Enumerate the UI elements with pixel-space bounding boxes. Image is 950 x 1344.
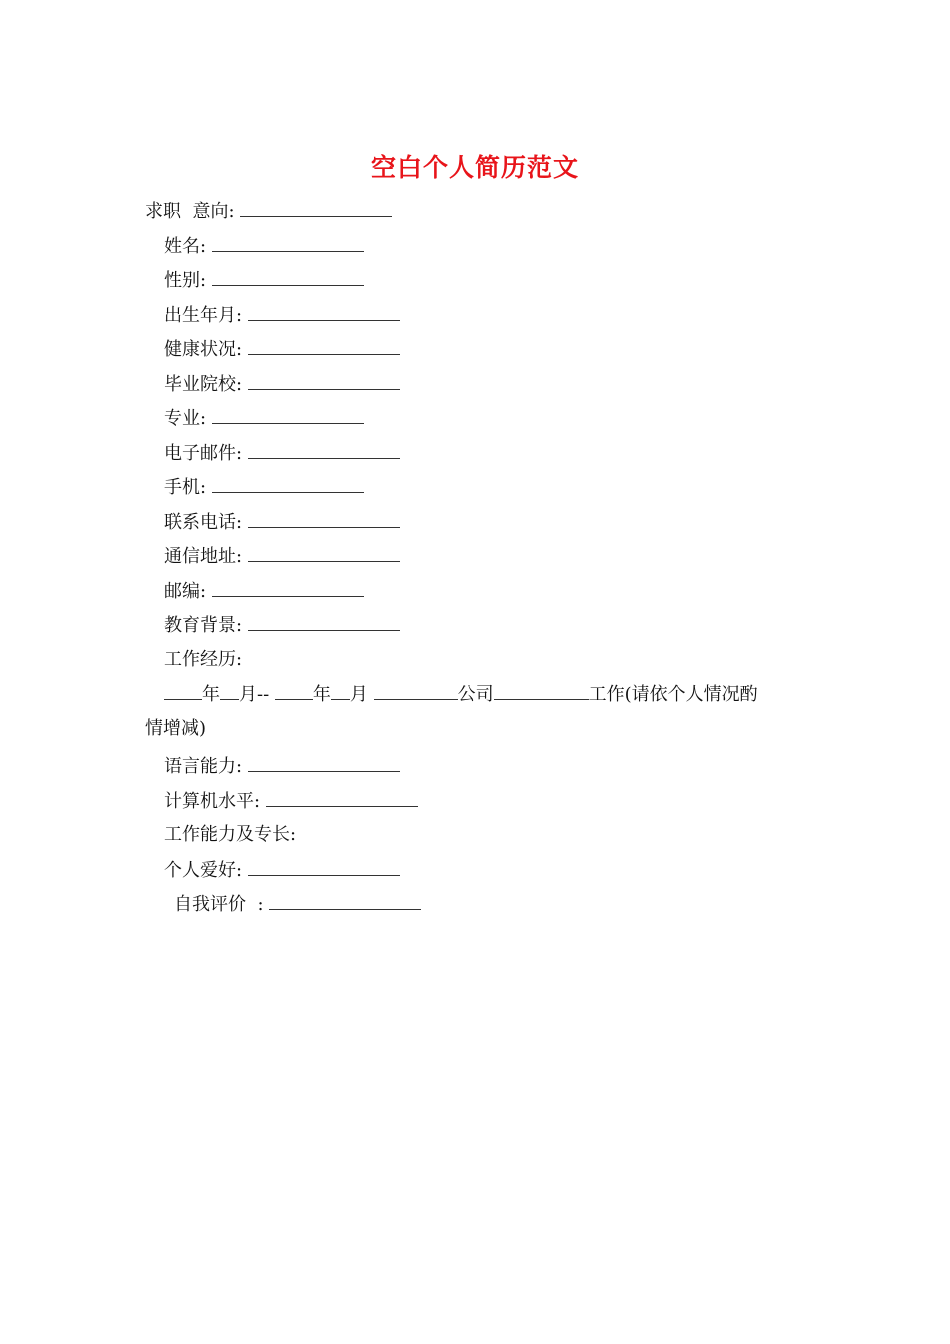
field-label: 邮编:: [164, 581, 212, 602]
fill-in-blank[interactable]: [266, 788, 418, 807]
fill-in-blank[interactable]: [240, 198, 392, 217]
field-label: 求职 意向:: [145, 201, 241, 222]
field-label: 手机:: [164, 477, 212, 498]
field-email: [164, 440, 400, 467]
field-label: 性别:: [164, 270, 212, 291]
fill-in-blank[interactable]: [248, 440, 400, 459]
field-address: [164, 543, 400, 570]
field-label: 毕业院校:: [164, 374, 248, 395]
fill-in-blank[interactable]: [212, 474, 364, 493]
end-month-blank[interactable]: [331, 681, 350, 700]
month-label: 月--: [239, 684, 275, 705]
field-school: [164, 371, 400, 398]
field-major: [164, 405, 364, 432]
field-job-intention: [145, 198, 392, 225]
end-year-blank[interactable]: [275, 681, 313, 700]
fill-in-blank[interactable]: [248, 371, 400, 390]
field-computer: [164, 788, 418, 815]
fill-in-blank[interactable]: [248, 753, 400, 772]
fill-in-blank[interactable]: [248, 543, 400, 562]
work-experience-line: [164, 681, 758, 708]
field-hobbies: [164, 857, 400, 884]
field-label: 通信地址:: [164, 546, 248, 567]
field-postcode: [164, 578, 364, 605]
field-label: 计算机水平:: [164, 791, 266, 812]
work-experience-note-continued: [145, 716, 206, 742]
job-note: 工作(请依个人情况酌: [588, 684, 758, 705]
month-label: 月: [349, 684, 374, 705]
field-label: 工作经历:: [164, 649, 243, 670]
company-blank[interactable]: [374, 681, 458, 700]
field-self-evaluation: [174, 891, 421, 918]
field-label: 教育背景:: [164, 615, 248, 636]
field-label: 姓名:: [164, 236, 212, 257]
field-language: [164, 753, 400, 780]
year-label: 年: [202, 684, 220, 705]
field-birth-date: [164, 302, 400, 329]
fill-in-blank[interactable]: [248, 509, 400, 528]
document-title: 空白个人简历范文: [370, 153, 579, 182]
field-label: 语言能力:: [164, 756, 248, 777]
field-label: 工作能力及专长:: [164, 824, 297, 845]
field-work-experience: [164, 647, 242, 673]
fill-in-blank[interactable]: [248, 336, 400, 355]
field-label: 健康状况:: [164, 339, 248, 360]
field-gender: [164, 267, 364, 294]
fill-in-blank[interactable]: [212, 578, 364, 597]
field-name: [164, 233, 364, 260]
field-label: 联系电话:: [164, 512, 248, 533]
field-health: [164, 336, 400, 363]
fill-in-blank[interactable]: [248, 857, 400, 876]
job-note-continued: 情增减): [145, 718, 207, 739]
field-label: 出生年月:: [164, 305, 248, 326]
fill-in-blank[interactable]: [212, 267, 364, 286]
start-month-blank[interactable]: [220, 681, 239, 700]
company-label: 公司: [457, 684, 494, 705]
start-year-blank[interactable]: [164, 681, 202, 700]
field-label: 专业:: [164, 408, 212, 429]
field-label: 个人爱好:: [164, 860, 248, 881]
fill-in-blank[interactable]: [248, 302, 400, 321]
fill-in-blank[interactable]: [212, 233, 364, 252]
field-phone: [164, 509, 400, 536]
field-label: 电子邮件:: [164, 443, 248, 464]
field-mobile: [164, 474, 364, 501]
job-blank[interactable]: [494, 681, 589, 700]
year-label: 年: [312, 684, 331, 705]
fill-in-blank[interactable]: [212, 405, 364, 424]
fill-in-blank[interactable]: [248, 612, 400, 631]
field-label: 自我评价 :: [174, 894, 270, 915]
fill-in-blank[interactable]: [269, 891, 421, 910]
field-skills: [164, 822, 296, 848]
field-education: [164, 612, 400, 639]
